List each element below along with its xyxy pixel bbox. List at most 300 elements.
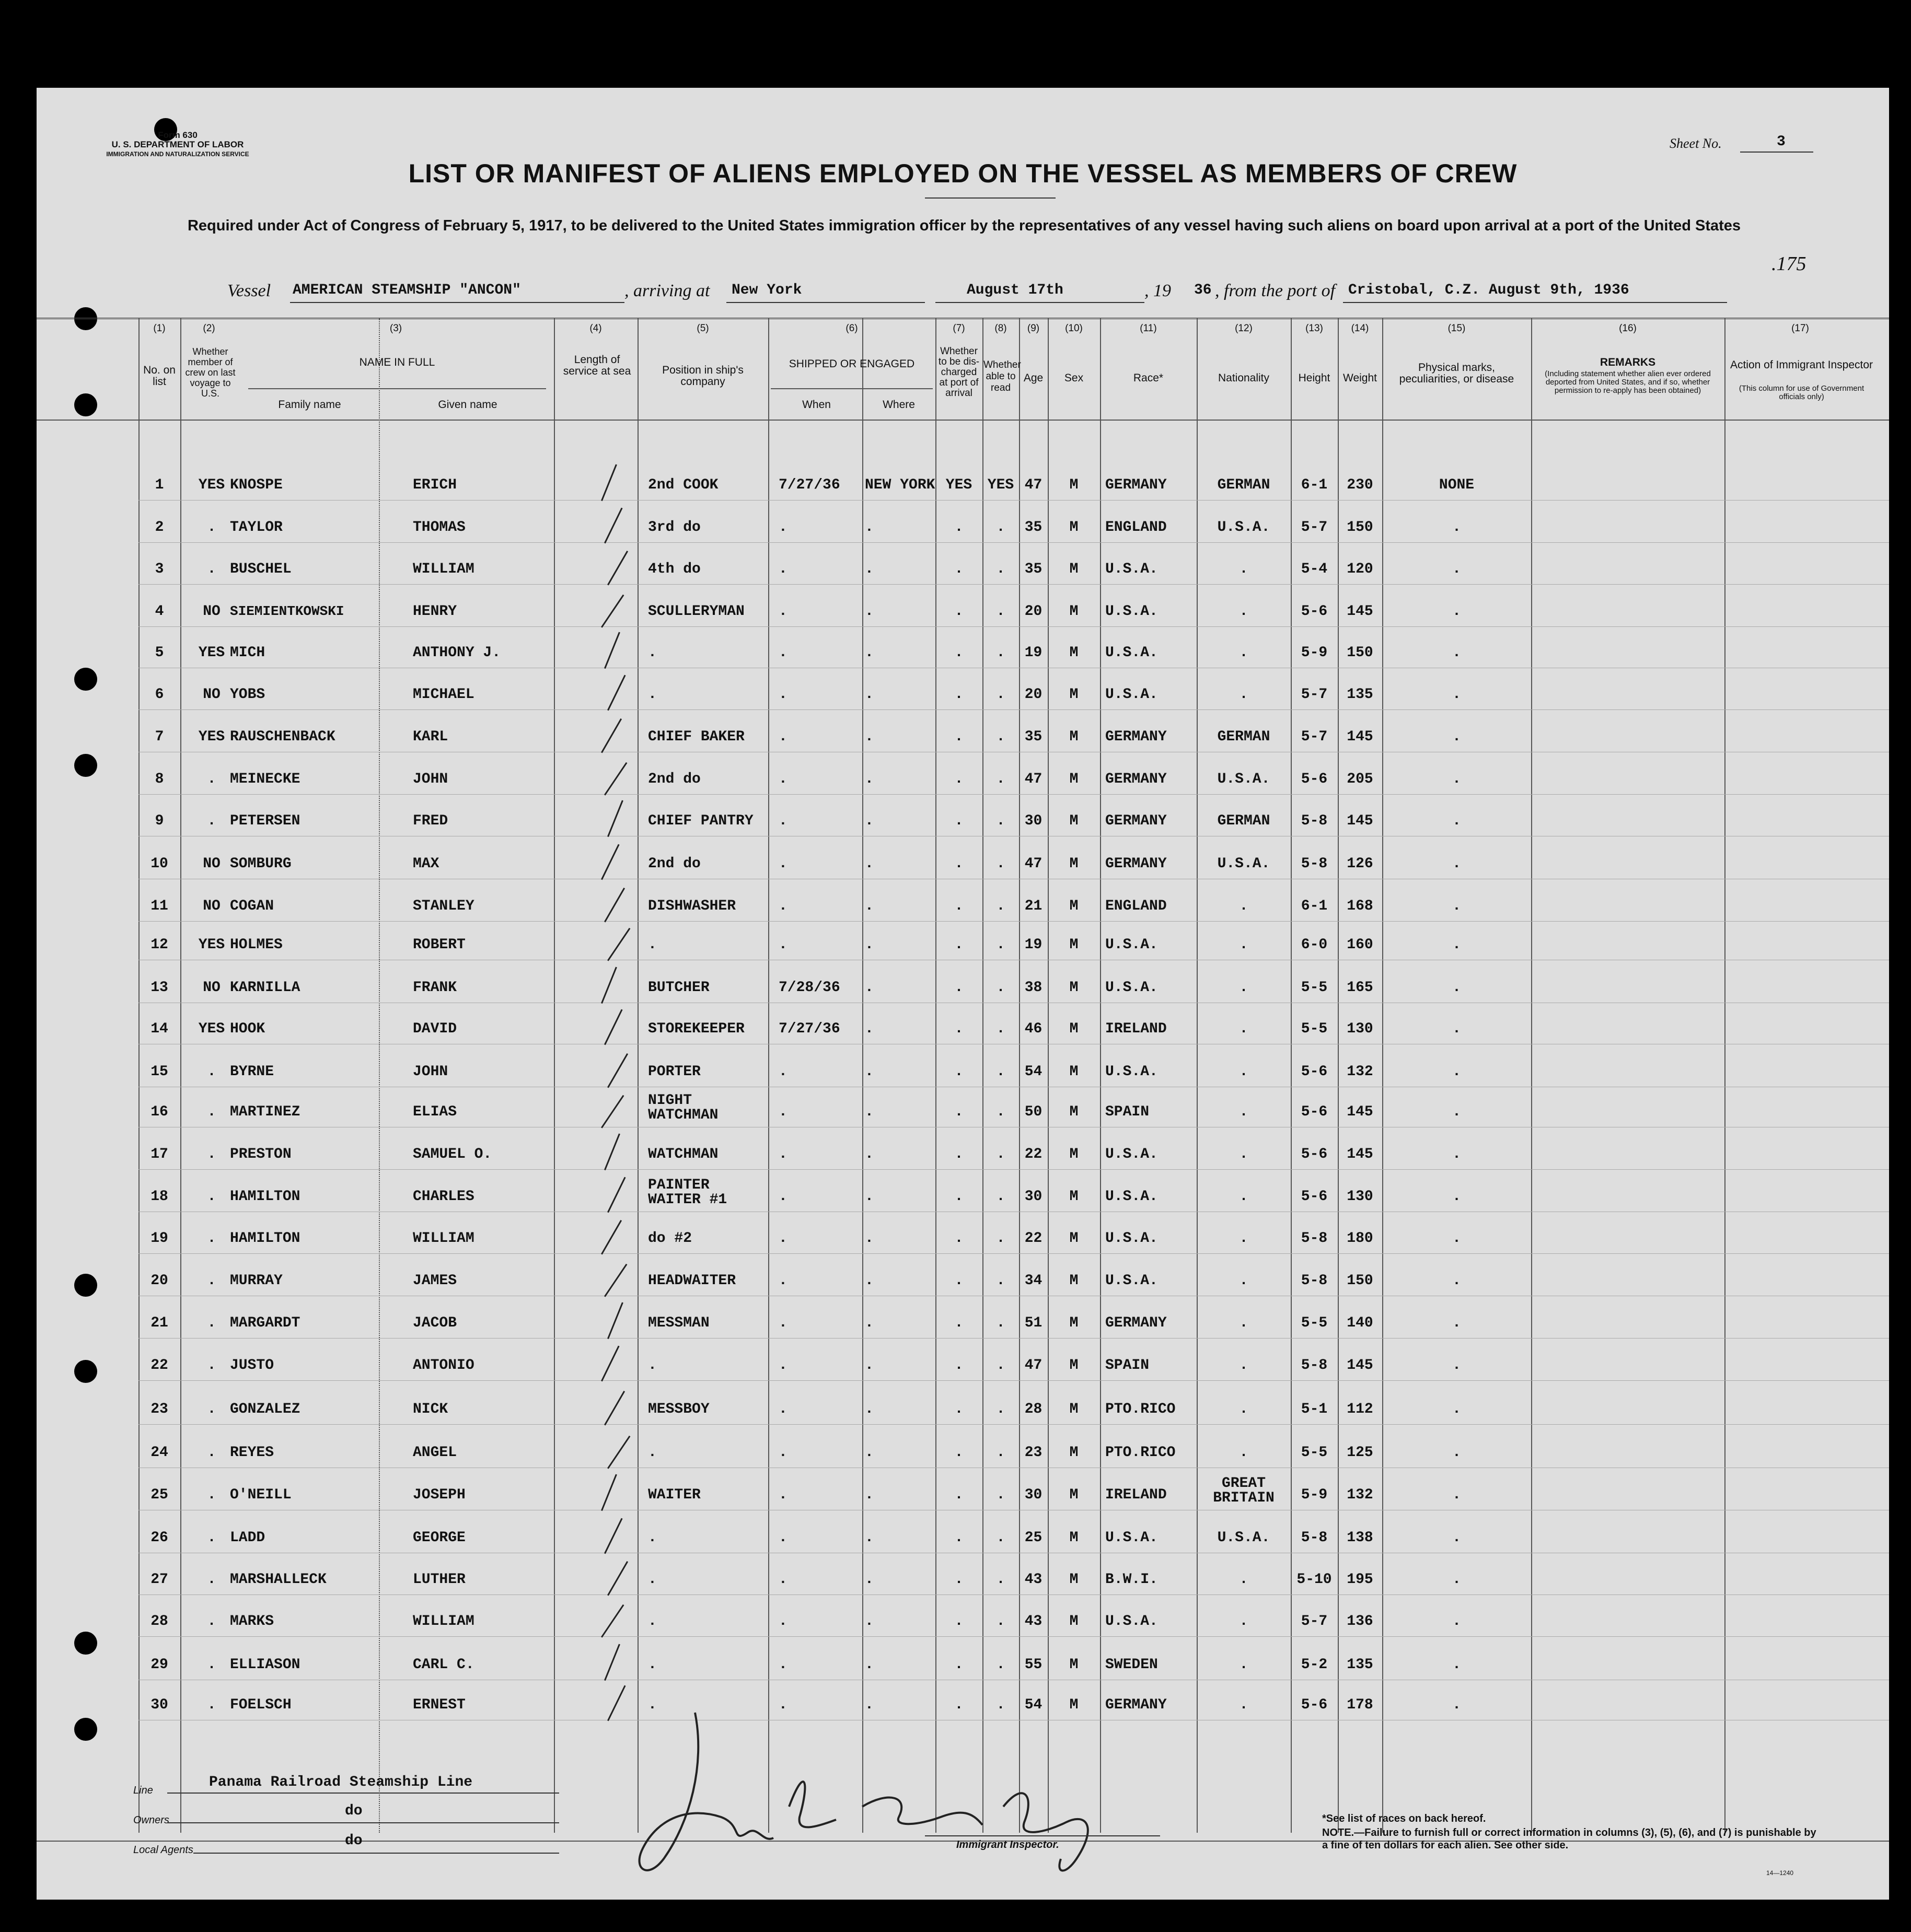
age-cell: 21 [1024,898,1043,914]
discharged-cell: . [954,1697,964,1713]
weight-cell: 145 [1347,729,1373,745]
position-cell: BUTCHER [648,980,710,996]
given-name-cell: KARL [413,729,448,745]
weight-cell: 138 [1347,1530,1373,1546]
physical-marks-cell: . [1452,1104,1461,1120]
discharged-cell: . [954,519,964,536]
height-cell: 5-4 [1301,561,1328,577]
height-cell: 6-1 [1301,898,1328,914]
given-name-cell: ERICH [413,477,457,493]
header-remarks-note: (Including statement whether alien ever ordered deported from United States, and if so, whether permission to re-apply has been obtained) [1545,369,1711,395]
row-number-cell: 17 [150,1146,168,1162]
physical-marks-cell: . [1452,1572,1461,1588]
last-voyage-cell: . [207,1064,216,1080]
weight-cell: 125 [1347,1445,1373,1461]
last-voyage-cell: . [207,1657,216,1673]
physical-marks-cell: . [1452,603,1461,620]
discharged-cell: . [954,1572,964,1588]
race-cell: U.S.A. [1105,645,1158,661]
sheet-label: Sheet No. [1670,136,1722,151]
family-name-cell: HAMILTON [230,1189,300,1205]
arriving-label: , arriving at [624,281,710,300]
shipped-when-cell: . [779,1445,787,1461]
age-cell: 30 [1024,813,1043,829]
age-cell: 19 [1024,645,1043,661]
given-name-cell: MICHAEL [413,686,474,703]
row-number-cell: 19 [150,1230,168,1247]
able-to-read-cell: . [996,771,1005,787]
last-voyage-cell: NO [203,980,221,996]
discharged-cell: . [954,1530,964,1546]
physical-marks-cell: . [1452,1613,1461,1630]
race-cell: SPAIN [1105,1357,1150,1374]
sex-cell: M [1069,1572,1079,1588]
race-cell: PTO.RICO [1105,1401,1176,1417]
col-num: (1) [153,323,166,334]
position-cell: . [648,1613,657,1630]
race-cell: GERMANY [1105,856,1167,872]
physical-marks-cell: . [1452,729,1461,745]
shipped-when-cell: . [779,1189,787,1205]
shipped-where-cell: . [865,686,874,703]
nationality-cell: U.S.A. [1217,519,1270,536]
col-num: (12) [1235,323,1253,334]
age-cell: 19 [1024,937,1043,953]
weight-cell: 145 [1347,813,1373,829]
shipped-where-cell: . [865,1189,874,1205]
weight-cell: 178 [1347,1697,1373,1713]
able-to-read-cell: . [996,1697,1005,1713]
row-number-cell: 15 [150,1064,168,1080]
shipped-where-cell: . [865,519,874,536]
header-no-on-list: No. on list [143,364,176,388]
last-voyage-cell: . [207,1613,216,1630]
position-cell: 2nd do [648,771,701,787]
nationality-cell: . [1239,1273,1248,1289]
discharged-cell: . [954,603,964,620]
form-code: 14—1240 [1766,1869,1794,1877]
shipped-where-cell: . [865,603,874,620]
shipped-when-cell: 7/27/36 [779,1021,840,1037]
last-voyage-cell: . [207,561,216,577]
position-cell: NIGHT WATCHMAN [648,1092,719,1123]
nationality-cell: . [1239,1064,1248,1080]
family-name-cell: BYRNE [230,1064,274,1080]
race-cell: ENGLAND [1105,519,1167,536]
discharged-cell: . [954,1104,964,1120]
height-cell: 5-5 [1301,1315,1328,1331]
race-cell: U.S.A. [1105,980,1158,996]
shipped-where-cell: . [865,1315,874,1331]
year-prefix: , 19 [1144,281,1171,300]
age-cell: 35 [1024,561,1043,577]
last-voyage-cell: NO [203,856,221,872]
inspector-label: Immigrant Inspector. [956,1839,1059,1850]
position-cell: WATCHMAN [648,1146,719,1162]
height-cell: 5-7 [1301,519,1328,536]
family-name-cell: PETERSEN [230,813,300,829]
race-cell: B.W.I. [1105,1572,1158,1588]
discharged-cell: . [954,1487,964,1503]
race-cell: GERMANY [1105,477,1167,493]
family-name-cell: MICH [230,645,265,661]
row-number-cell: 27 [150,1572,168,1588]
shipped-where-cell: . [865,1064,874,1080]
nationality-cell: . [1239,645,1248,661]
position-cell: CHIEF BAKER [648,729,745,745]
race-cell: U.S.A. [1105,1613,1158,1630]
header-shipped: SHIPPED OR ENGAGED [789,358,915,370]
able-to-read-cell: . [996,561,1005,577]
row-number-cell: 28 [150,1613,168,1630]
shipped-when-cell: . [779,729,787,745]
weight-cell: 150 [1347,1273,1373,1289]
age-cell: 47 [1024,856,1043,872]
row-number-cell: 8 [155,771,164,787]
position-cell: do #2 [648,1230,692,1247]
physical-marks-cell: . [1452,1487,1461,1503]
discharged-cell: . [954,1445,964,1461]
given-name-cell: GEORGE [413,1530,466,1546]
last-voyage-cell: . [207,1530,216,1546]
last-voyage-cell: . [207,771,216,787]
age-cell: 28 [1024,1401,1043,1417]
last-voyage-cell: . [207,1445,216,1461]
shipped-when-cell: . [779,1230,787,1247]
nationality-cell: . [1239,1357,1248,1374]
row-number-cell: 25 [150,1487,168,1503]
physical-marks-cell: . [1452,1530,1461,1546]
shipped-when-cell: . [779,686,787,703]
last-voyage-cell: . [207,519,216,536]
row-number-cell: 7 [155,729,164,745]
discharged-cell: . [954,856,964,872]
sex-cell: M [1069,1487,1079,1503]
able-to-read-cell: . [996,1487,1005,1503]
age-cell: 54 [1024,1064,1043,1080]
nationality-cell: U.S.A. [1217,1530,1270,1546]
weight-cell: 145 [1347,1146,1373,1162]
race-cell: U.S.A. [1105,1146,1158,1162]
row-number-cell: 14 [150,1021,168,1037]
last-voyage-cell: YES [198,1021,225,1037]
race-cell: U.S.A. [1105,1273,1158,1289]
age-cell: 23 [1024,1445,1043,1461]
height-cell: 5-6 [1301,1104,1328,1120]
line-label: Line [133,1785,153,1796]
sex-cell: M [1069,980,1079,996]
shipped-when-cell: . [779,1104,787,1120]
sex-cell: M [1069,561,1079,577]
race-cell: IRELAND [1105,1021,1167,1037]
discharged-cell: . [954,1273,964,1289]
sex-cell: M [1069,937,1079,953]
weight-cell: 136 [1347,1613,1373,1630]
col-num: (13) [1305,323,1323,334]
given-name-cell: JAMES [413,1273,457,1289]
able-to-read-cell: . [996,645,1005,661]
height-cell: 5-9 [1301,1487,1328,1503]
position-cell: 4th do [648,561,701,577]
last-voyage-cell: . [207,1572,216,1588]
header-given-name: Given name [438,399,497,411]
position-cell: 3rd do [648,519,701,536]
sex-cell: M [1069,686,1079,703]
shipped-when-cell: . [779,1146,787,1162]
form-id [99,131,256,159]
margin-note: .175 [1771,253,1806,275]
able-to-read-cell: YES [987,477,1014,493]
nationality-cell: . [1239,1401,1248,1417]
given-name-cell: WILLIAM [413,1230,474,1247]
shipped-where-cell: . [865,937,874,953]
able-to-read-cell: . [996,1230,1005,1247]
height-cell: 5-10 [1296,1572,1332,1588]
race-cell: PTO.RICO [1105,1445,1176,1461]
able-to-read-cell: . [996,813,1005,829]
header-discharged: Whether to be dis-charged at port of arrival [938,346,980,399]
nationality-cell: . [1239,1189,1248,1205]
able-to-read-cell: . [996,856,1005,872]
physical-marks-cell: . [1452,1146,1461,1162]
discharged-cell: . [954,980,964,996]
given-name-cell: LUTHER [413,1572,466,1588]
height-cell: 5-1 [1301,1401,1328,1417]
position-cell: HEADWAITER [648,1273,736,1289]
sex-cell: M [1069,1146,1079,1162]
last-voyage-cell: YES [198,729,225,745]
physical-marks-cell: . [1452,771,1461,787]
position-cell: . [648,937,657,953]
shipped-where-cell: . [865,1697,874,1713]
last-voyage-cell: . [207,1146,216,1162]
family-name-cell: KNOSPE [230,477,283,493]
weight-cell: 145 [1347,1104,1373,1120]
height-cell: 5-6 [1301,603,1328,620]
shipped-when-cell: . [779,519,787,536]
row-number-cell: 13 [150,980,168,996]
header-age: Age [1023,372,1044,384]
position-cell: . [648,1657,657,1673]
header-sex: Sex [1064,372,1084,384]
discharged-cell: . [954,561,964,577]
shipped-where-cell: . [865,1273,874,1289]
height-cell: 5-5 [1301,980,1328,996]
able-to-read-cell: . [996,1357,1005,1374]
family-name-cell: BUSCHEL [230,561,292,577]
given-name-cell: MAX [413,856,439,872]
sex-cell: M [1069,1273,1079,1289]
shipped-where-cell: . [865,1572,874,1588]
physical-marks-cell: . [1452,1657,1461,1673]
row-number-cell: 10 [150,856,168,872]
header-height: Height [1298,372,1330,384]
nationality-cell: . [1239,1146,1248,1162]
height-cell: 5-6 [1301,1146,1328,1162]
physical-marks-cell: NONE [1439,477,1475,493]
sex-cell: M [1069,1445,1079,1461]
discharged-cell: . [954,1613,964,1630]
able-to-read-cell: . [996,1021,1005,1037]
height-cell: 5-6 [1301,1697,1328,1713]
shipped-where-cell: . [865,1487,874,1503]
age-cell: 47 [1024,477,1043,493]
discharged-cell: . [954,1357,964,1374]
shipped-where-cell: . [865,1657,874,1673]
physical-marks-cell: . [1452,1697,1461,1713]
height-cell: 5-5 [1301,1445,1328,1461]
race-cell: U.S.A. [1105,1530,1158,1546]
nationality-cell: . [1239,1230,1248,1247]
shipped-when-cell: . [779,813,787,829]
family-name-cell: MARSHALLECK [230,1572,327,1588]
discharged-cell: . [954,813,964,829]
height-cell: 5-5 [1301,1021,1328,1037]
race-cell: U.S.A. [1105,1064,1158,1080]
shipped-where-cell: NEW YORK [865,477,935,493]
family-name-cell: ELLIASON [230,1657,300,1673]
position-cell: WAITER [648,1487,701,1503]
weight-cell: 126 [1347,856,1373,872]
header-position: Position in ship's company [662,364,744,388]
race-cell: ENGLAND [1105,898,1167,914]
nationality-cell: GERMAN [1217,477,1270,493]
owners-value: do [345,1803,363,1819]
last-voyage-cell: YES [198,937,225,953]
header-action: Action of Immigrant Inspector [1730,359,1873,371]
col-num: (8) [994,323,1007,334]
nationality-cell: . [1239,898,1248,914]
header-race: Race* [1133,372,1164,384]
shipped-when-cell: . [779,1530,787,1546]
last-voyage-cell: . [207,1315,216,1331]
position-cell: MESSMAN [648,1315,710,1331]
header-last-voyage: Whether member of crew on last voyage to U.S. [185,346,236,399]
page-title: LIST OR MANIFEST OF ALIENS EMPLOYED ON THE VESSEL AS MEMBERS OF CREW [408,159,1518,188]
row-number-cell: 12 [150,937,168,953]
sex-cell: M [1069,1697,1079,1713]
row-number-cell: 11 [150,898,168,914]
sex-cell: M [1069,1530,1079,1546]
shipped-where-cell: . [865,980,874,996]
header-name-in-full: NAME IN FULL [359,356,435,368]
discharged-cell: . [954,898,964,914]
shipped-when-cell: . [779,1273,787,1289]
able-to-read-cell: . [996,519,1005,536]
shipped-where-cell: . [865,1401,874,1417]
vessel-label: Vessel [227,281,271,300]
height-cell: 5-8 [1301,813,1328,829]
position-cell: . [648,686,657,703]
given-name-cell: JOHN [413,771,448,787]
sex-cell: M [1069,898,1079,914]
last-voyage-cell: . [207,813,216,829]
row-number-cell: 6 [155,686,164,703]
header-remarks: REMARKS [1600,356,1656,368]
row-number-cell: 30 [150,1697,168,1713]
weight-cell: 120 [1347,561,1373,577]
family-name-cell: MARGARDT [230,1315,300,1331]
col-num: (14) [1351,323,1369,334]
nationality-cell: . [1239,1657,1248,1673]
discharged-cell: . [954,1146,964,1162]
given-name-cell: WILLIAM [413,1613,474,1630]
shipped-when-cell: . [779,561,787,577]
shipped-where-cell: . [865,729,874,745]
weight-cell: 145 [1347,1357,1373,1374]
family-name-cell: YOBS [230,686,265,703]
col-num: (10) [1065,323,1083,334]
able-to-read-cell: . [996,1104,1005,1120]
last-voyage-cell: . [207,1230,216,1247]
family-name-cell: SOMBURG [230,856,292,872]
given-name-cell: FRED [413,813,448,829]
vessel-name: AMERICAN STEAMSHIP "ANCON" [293,282,521,298]
height-cell: 5-8 [1301,856,1328,872]
sex-cell: M [1069,645,1079,661]
weight-cell: 180 [1347,1230,1373,1247]
family-name-cell: MARKS [230,1613,274,1630]
manifest-sheet [37,88,1889,1900]
col-num: (4) [589,323,602,334]
able-to-read-cell: . [996,1572,1005,1588]
race-cell: U.S.A. [1105,603,1158,620]
physical-marks-cell: . [1452,1357,1461,1374]
height-cell: 5-6 [1301,771,1328,787]
height-cell: 6-1 [1301,477,1328,493]
given-name-cell: STANLEY [413,898,474,914]
shipped-when-cell: . [779,645,787,661]
position-cell: . [648,1445,657,1461]
discharged-cell: . [954,686,964,703]
sex-cell: M [1069,1104,1079,1120]
sex-cell: M [1069,1230,1079,1247]
nationality-cell: . [1239,1697,1248,1713]
shipped-when-cell: 7/28/36 [779,980,840,996]
last-voyage-cell: . [207,1104,216,1120]
race-cell: SPAIN [1105,1104,1150,1120]
weight-cell: 130 [1347,1189,1373,1205]
able-to-read-cell: . [996,729,1005,745]
row-number-cell: 20 [150,1273,168,1289]
discharged-cell: . [954,771,964,787]
position-cell: 2nd COOK [648,477,719,493]
col-num: (11) [1140,323,1157,334]
shipped-when-cell: . [779,1315,787,1331]
family-name-cell: FOELSCH [230,1697,292,1713]
able-to-read-cell: . [996,898,1005,914]
given-name-cell: ANTHONY J. [413,645,501,661]
able-to-read-cell: . [996,1315,1005,1331]
nationality-cell: GREAT BRITAIN [1213,1475,1275,1506]
position-cell: SCULLERYMAN [648,603,745,620]
age-cell: 35 [1024,729,1043,745]
discharged-cell: . [954,1021,964,1037]
nationality-cell: . [1239,980,1248,996]
able-to-read-cell: . [996,1657,1005,1673]
race-cell: GERMANY [1105,813,1167,829]
shipped-where-cell: . [865,771,874,787]
family-name-cell: KARNILLA [230,980,300,996]
nationality-cell: . [1239,561,1248,577]
col-num: (15) [1447,323,1466,334]
age-cell: 54 [1024,1697,1043,1713]
shipped-where-cell: . [865,1613,874,1630]
race-cell: GERMANY [1105,771,1167,787]
weight-cell: 135 [1347,1657,1373,1673]
row-number-cell: 3 [155,561,164,577]
row-number-cell: 21 [150,1315,168,1331]
